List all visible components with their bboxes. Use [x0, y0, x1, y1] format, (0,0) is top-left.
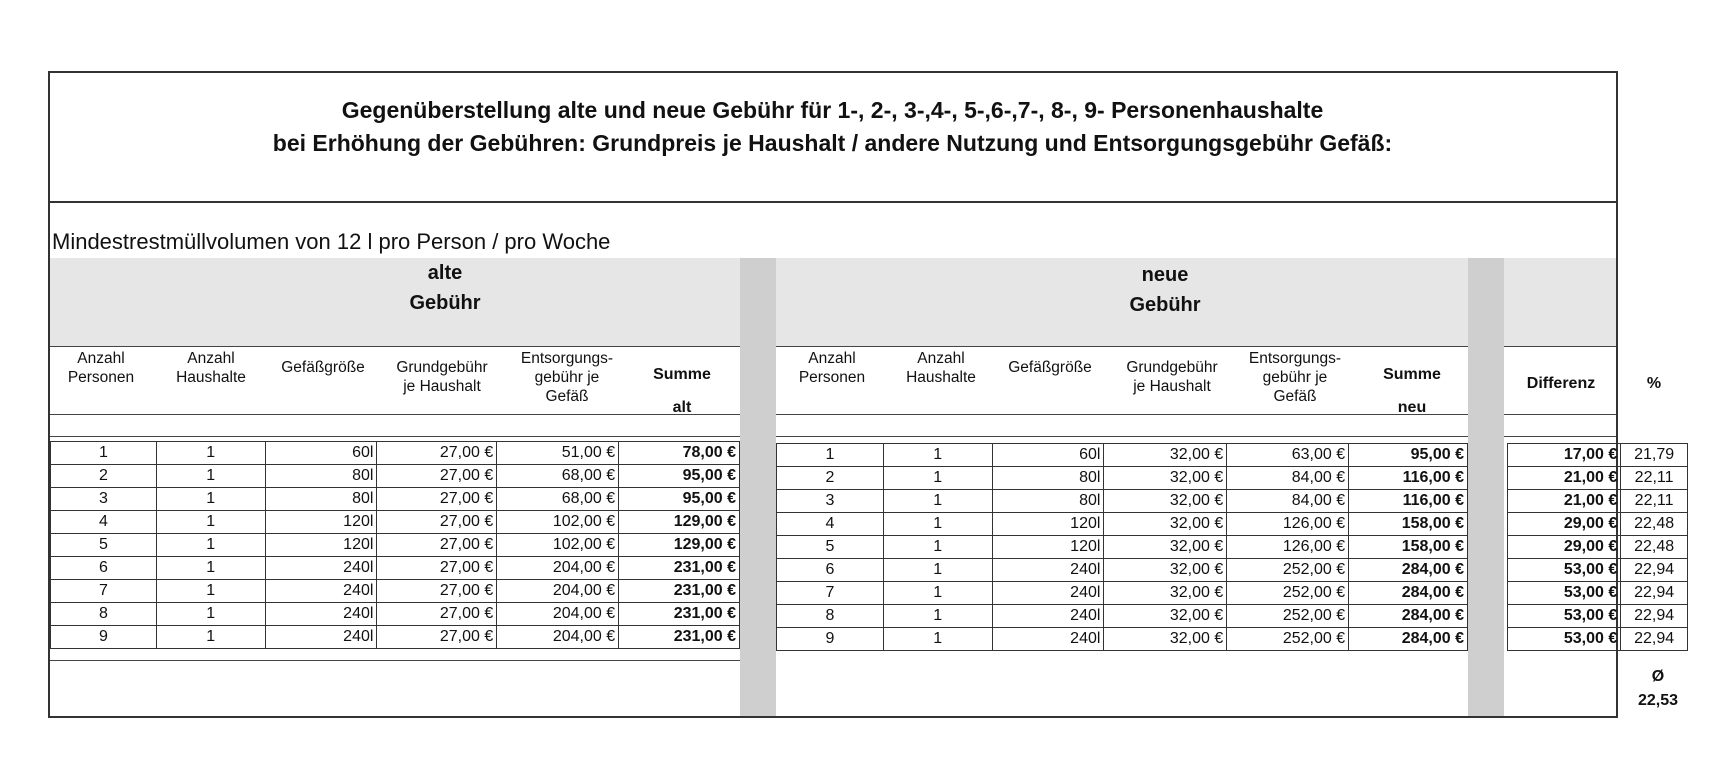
old-fee-cell: 27,00 € — [377, 488, 497, 511]
new-fee-cell: 1 — [883, 513, 992, 536]
difference-cell: 21,79 — [1621, 444, 1688, 467]
old-fee-cell: 68,00 € — [497, 465, 619, 488]
new-fee-cell: 95,00 € — [1349, 444, 1468, 467]
new-fee-cell: 9 — [777, 628, 884, 651]
new-fee-cell: 32,00 € — [1104, 605, 1227, 628]
new-fee-cell: 284,00 € — [1349, 605, 1468, 628]
new-diff-separator-column — [1468, 258, 1504, 716]
colhead-old-gefaess: Gefäßgröße — [281, 359, 365, 376]
old-fee-row — [51, 534, 740, 557]
old-fee-cell: 7 — [51, 580, 157, 603]
table-bottom-rule-old — [50, 660, 740, 661]
new-fee-cell: 158,00 € — [1349, 513, 1468, 536]
new-fee-cell: 116,00 € — [1349, 467, 1468, 490]
new-fee-cell: 252,00 € — [1227, 582, 1349, 605]
old-fee-cell: 27,00 € — [377, 626, 497, 649]
old-fee-row — [51, 557, 740, 580]
document-title-line2: bei Erhöhung der Gebühren: Grundpreis je Haushalt / andere Nutzung und Entsorgungsgebühr Gefäß: — [272, 130, 1393, 156]
new-fee-cell: 4 — [777, 513, 884, 536]
old-fee-cell: 80l — [265, 488, 377, 511]
old-fee-cell: 6 — [51, 557, 157, 580]
new-fee-row — [777, 559, 1468, 582]
new-fee-cell: 1 — [883, 559, 992, 582]
old-fee-row — [51, 603, 740, 626]
old-fee-cell: 240l — [265, 557, 377, 580]
colhead-new-gefaess: Gefäßgröße — [1008, 359, 1092, 376]
colhead-text: je Haushalt — [1133, 378, 1211, 395]
new-fee-row — [777, 605, 1468, 628]
new-fee-cell: 240l — [992, 605, 1104, 628]
difference-cell: 22,48 — [1621, 513, 1688, 536]
new-fee-cell: 284,00 € — [1349, 559, 1468, 582]
colhead-text: je Haushalt — [403, 378, 481, 395]
old-fee-cell: 231,00 € — [619, 580, 740, 603]
colhead-new-grund — [1112, 358, 1232, 396]
difference-cell: 17,00 € — [1508, 444, 1621, 467]
old-fee-cell: 2 — [51, 465, 157, 488]
difference-row — [1508, 490, 1688, 513]
old-fee-cell: 231,00 € — [619, 557, 740, 580]
colhead-rule-diff — [1504, 414, 1616, 415]
old-fee-cell: 231,00 € — [619, 626, 740, 649]
old-fee-cell: 1 — [156, 557, 265, 580]
old-fee-cell: 204,00 € — [497, 626, 619, 649]
old-fee-row — [51, 465, 740, 488]
new-fee-heading-line2: Gebühr — [1129, 294, 1201, 316]
new-fee-cell: 1 — [777, 444, 884, 467]
colhead-text: Gefäß — [545, 388, 589, 405]
old-fee-cell: 27,00 € — [377, 465, 497, 488]
old-fee-cell: 95,00 € — [619, 465, 740, 488]
old-fee-cell: 1 — [156, 511, 265, 534]
new-fee-cell: 1 — [883, 536, 992, 559]
average-symbol: Ø — [1651, 668, 1665, 685]
difference-row — [1508, 559, 1688, 582]
new-fee-cell: 32,00 € — [1104, 490, 1227, 513]
new-fee-cell: 3 — [777, 490, 884, 513]
new-fee-cell: 80l — [992, 467, 1104, 490]
new-fee-cell: 84,00 € — [1227, 490, 1349, 513]
difference-cell: 22,11 — [1621, 467, 1688, 490]
new-fee-cell: 284,00 € — [1349, 582, 1468, 605]
difference-cell: 29,00 € — [1508, 513, 1621, 536]
old-fee-cell: 240l — [265, 626, 377, 649]
old-fee-row — [51, 580, 740, 603]
new-fee-cell: 7 — [777, 582, 884, 605]
new-fee-row — [777, 490, 1468, 513]
old-fee-cell: 1 — [156, 488, 265, 511]
spacer-rule-diff — [1504, 436, 1616, 437]
old-fee-cell: 129,00 € — [619, 511, 740, 534]
new-fee-cell: 120l — [992, 536, 1104, 559]
new-fee-cell: 63,00 € — [1227, 444, 1349, 467]
new-fee-row — [777, 628, 1468, 651]
difference-row — [1508, 467, 1688, 490]
new-fee-cell: 84,00 € — [1227, 467, 1349, 490]
new-fee-cell: 6 — [777, 559, 884, 582]
difference-row — [1508, 444, 1688, 467]
old-fee-cell: 27,00 € — [377, 442, 497, 465]
header-rule-diff — [1504, 346, 1616, 347]
difference-cell: 22,48 — [1621, 536, 1688, 559]
colhead-text: neu — [1397, 399, 1427, 416]
old-fee-cell: 120l — [265, 534, 377, 557]
old-fee-cell: 231,00 € — [619, 603, 740, 626]
new-fee-cell: 158,00 € — [1349, 536, 1468, 559]
old-fee-cell: 1 — [156, 534, 265, 557]
difference-row — [1508, 536, 1688, 559]
colhead-text: gebühr je — [1262, 369, 1328, 386]
colhead-text: Grundgebühr — [396, 359, 488, 376]
new-fee-cell: 252,00 € — [1227, 628, 1349, 651]
new-fee-cell: 8 — [777, 605, 884, 628]
difference-cell: 21,00 € — [1508, 467, 1621, 490]
difference-row — [1508, 628, 1688, 651]
colhead-old-grund — [382, 358, 502, 396]
new-fee-cell: 116,00 € — [1349, 490, 1468, 513]
new-fee-row — [777, 513, 1468, 536]
colhead-text: alt — [672, 399, 692, 416]
new-fee-cell: 284,00 € — [1349, 628, 1468, 651]
old-fee-cell: 80l — [265, 465, 377, 488]
new-fee-cell: 32,00 € — [1104, 467, 1227, 490]
new-fee-row — [777, 536, 1468, 559]
colhead-text: Anzahl — [917, 350, 965, 367]
old-fee-cell: 5 — [51, 534, 157, 557]
colhead-prozent: % — [1646, 375, 1662, 392]
old-fee-cell: 204,00 € — [497, 603, 619, 626]
new-fee-heading-line1: neue — [1141, 264, 1189, 286]
old-fee-cell: 27,00 € — [377, 534, 497, 557]
old-fee-cell: 51,00 € — [497, 442, 619, 465]
old-fee-cell: 102,00 € — [497, 511, 619, 534]
colhead-text: Entsorgungs- — [520, 350, 614, 367]
difference-cell: 22,11 — [1621, 490, 1688, 513]
new-fee-cell: 240l — [992, 582, 1104, 605]
old-fee-cell: 1 — [156, 465, 265, 488]
old-fee-cell: 68,00 € — [497, 488, 619, 511]
colhead-new-haushalte — [893, 349, 989, 387]
colhead-text: Haushalte — [176, 369, 246, 386]
old-fee-heading — [330, 258, 560, 318]
new-fee-cell: 32,00 € — [1104, 444, 1227, 467]
colhead-text: Grundgebühr — [1126, 359, 1218, 376]
new-fee-cell: 1 — [883, 605, 992, 628]
old-fee-cell: 78,00 € — [619, 442, 740, 465]
colhead-text: Anzahl — [187, 350, 235, 367]
colhead-text: Summe — [1383, 366, 1441, 383]
colhead-text: Personen — [67, 369, 135, 386]
old-fee-cell: 204,00 € — [497, 557, 619, 580]
new-fee-cell: 240l — [992, 559, 1104, 582]
new-fee-cell: 1 — [883, 490, 992, 513]
old-fee-cell: 240l — [265, 603, 377, 626]
spacer-rule-new — [776, 436, 1468, 437]
new-fee-cell: 252,00 € — [1227, 605, 1349, 628]
new-fee-cell: 1 — [883, 444, 992, 467]
new-fee-cell: 1 — [883, 582, 992, 605]
new-fee-cell: 32,00 € — [1104, 513, 1227, 536]
new-fee-cell: 5 — [777, 536, 884, 559]
old-fee-cell: 1 — [156, 603, 265, 626]
new-fee-cell: 240l — [992, 628, 1104, 651]
new-fee-cell: 1 — [883, 467, 992, 490]
old-fee-cell: 129,00 € — [619, 534, 740, 557]
old-fee-cell: 204,00 € — [497, 580, 619, 603]
new-fee-cell: 120l — [992, 513, 1104, 536]
old-fee-row — [51, 511, 740, 534]
colhead-text: Haushalte — [906, 369, 976, 386]
new-fee-cell: 32,00 € — [1104, 628, 1227, 651]
old-fee-cell: 1 — [156, 580, 265, 603]
colhead-old-personen — [56, 349, 146, 387]
old-fee-cell: 1 — [156, 442, 265, 465]
old-fee-cell: 8 — [51, 603, 157, 626]
average-percent: 22,53 — [1637, 692, 1679, 709]
old-fee-row — [51, 442, 740, 465]
new-fee-cell: 1 — [883, 628, 992, 651]
colhead-text: Gefäß — [1273, 388, 1317, 405]
difference-cell: 29,00 € — [1508, 536, 1621, 559]
new-fee-row — [777, 582, 1468, 605]
old-fee-cell: 240l — [265, 580, 377, 603]
colhead-old-summe — [632, 358, 732, 424]
old-fee-heading-line2: Gebühr — [409, 292, 481, 314]
new-fee-heading — [1050, 260, 1280, 320]
difference-cell: 53,00 € — [1508, 559, 1621, 582]
new-fee-row — [777, 467, 1468, 490]
colhead-text: gebühr je — [534, 369, 600, 386]
colhead-old-haushalte — [163, 349, 259, 387]
old-fee-cell: 9 — [51, 626, 157, 649]
colhead-differenz: Differenz — [1526, 375, 1596, 392]
title-separator — [48, 201, 1618, 203]
new-fee-cell: 32,00 € — [1104, 536, 1227, 559]
old-fee-cell: 95,00 € — [619, 488, 740, 511]
colhead-text: Entsorgungs- — [1248, 350, 1342, 367]
difference-cell: 53,00 € — [1508, 582, 1621, 605]
colhead-text: Anzahl — [77, 350, 125, 367]
new-fee-cell: 252,00 € — [1227, 559, 1349, 582]
colhead-text: Personen — [798, 369, 866, 386]
difference-row — [1508, 513, 1688, 536]
new-fee-cell: 80l — [992, 490, 1104, 513]
difference-cell: 22,94 — [1621, 628, 1688, 651]
colhead-old-entsorgung — [507, 349, 627, 406]
new-fee-table — [776, 443, 1468, 651]
new-fee-cell: 32,00 € — [1104, 582, 1227, 605]
difference-table — [1507, 443, 1688, 651]
old-fee-heading-line1: alte — [427, 262, 463, 284]
colhead-text: Anzahl — [808, 350, 856, 367]
subtitle: Mindestrestmüllvolumen von 12 l pro Person / pro Woche — [52, 229, 611, 254]
new-fee-cell: 60l — [992, 444, 1104, 467]
difference-cell: 22,94 — [1621, 605, 1688, 628]
difference-cell: 22,94 — [1621, 559, 1688, 582]
old-fee-cell: 4 — [51, 511, 157, 534]
old-new-separator-column — [740, 258, 776, 716]
old-fee-cell: 1 — [156, 626, 265, 649]
old-fee-cell: 27,00 € — [377, 557, 497, 580]
old-fee-cell: 27,00 € — [377, 603, 497, 626]
new-fee-cell: 126,00 € — [1227, 513, 1349, 536]
difference-cell: 21,00 € — [1508, 490, 1621, 513]
new-fee-cell: 2 — [777, 467, 884, 490]
colhead-text: Summe — [653, 366, 711, 383]
difference-row — [1508, 582, 1688, 605]
old-fee-cell: 1 — [51, 442, 157, 465]
diff-band — [1504, 258, 1616, 346]
old-fee-cell: 120l — [265, 511, 377, 534]
old-fee-cell: 27,00 € — [377, 511, 497, 534]
old-fee-cell: 3 — [51, 488, 157, 511]
new-fee-cell: 126,00 € — [1227, 536, 1349, 559]
document-title-line1: Gegenüberstellung alte und neue Gebühr für 1-, 2-, 3-,4-, 5-,6-,7-, 8-, 9- Personenhaushalte — [341, 97, 1324, 123]
new-fee-row — [777, 444, 1468, 467]
colhead-new-summe — [1362, 358, 1462, 424]
difference-row — [1508, 605, 1688, 628]
old-fee-cell: 27,00 € — [377, 580, 497, 603]
difference-cell: 22,94 — [1621, 582, 1688, 605]
old-fee-row — [51, 626, 740, 649]
old-fee-row — [51, 488, 740, 511]
colhead-new-entsorgung — [1235, 349, 1355, 406]
old-fee-cell: 102,00 € — [497, 534, 619, 557]
spacer-rule-old — [50, 436, 740, 437]
new-fee-cell: 32,00 € — [1104, 559, 1227, 582]
colhead-new-personen — [784, 349, 880, 387]
header-rule-new — [776, 346, 1468, 347]
difference-cell: 53,00 € — [1508, 605, 1621, 628]
header-rule-old — [50, 346, 740, 347]
old-fee-cell: 60l — [265, 442, 377, 465]
difference-cell: 53,00 € — [1508, 628, 1621, 651]
old-fee-table — [50, 441, 740, 649]
